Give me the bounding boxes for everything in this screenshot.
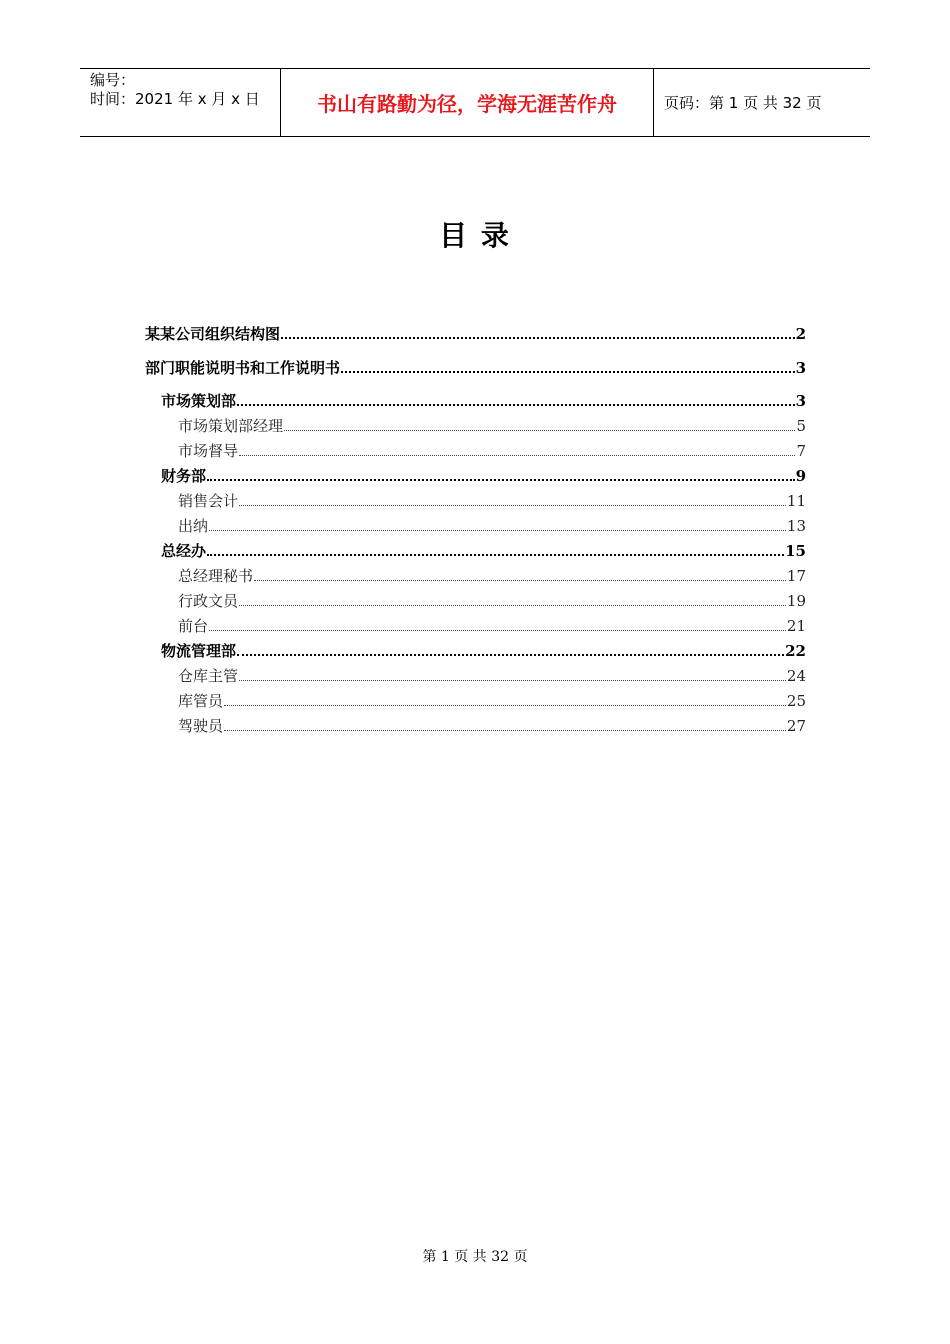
toc-entry-logistics-dept[interactable] [145,635,806,660]
toc-entry-org-chart[interactable] [145,318,806,343]
toc-entry-admin-clerk[interactable] [145,585,806,610]
toc-entry-label: 某某公司组织结构图 [145,325,281,343]
toc-entry-page: 21 [786,617,806,635]
toc-entry-page: 22 [785,642,806,660]
toc-leader-dots [341,371,795,373]
toc-spacer [145,377,806,385]
toc-entry-page: 15 [785,542,806,560]
header-number-label: 编号： [90,71,136,89]
toc-entry-label: 市场督导 [178,442,239,460]
toc-entry-label: 部门职能说明书和工作说明书 [145,359,341,377]
toc-entry-page: 17 [786,567,806,585]
toc-leader-dots [239,505,786,506]
toc-entry-cashier[interactable] [145,510,806,535]
toc-entry-label: 市场策划部经理 [178,417,284,435]
header-date-label: 时间：2021 年 x 月 x 日 [90,90,260,108]
toc-leader-dots [281,337,795,339]
toc-entry-label: 销售会计 [178,492,239,510]
toc-leader-dots [207,554,784,556]
toc-entry-reception[interactable] [145,610,806,635]
header-motto: 书山有路勤为径，学海无涯苦作舟 [281,69,654,136]
toc-entry-sales-accountant[interactable] [145,485,806,510]
toc-entry-page: 3 [795,359,806,377]
header-page-info: 页码：第 1 页 共 32 页 [664,94,822,112]
toc-entry-descriptions[interactable] [145,352,806,377]
toc-entry-label: 仓库主管 [178,667,239,685]
toc-leader-dots [207,479,795,481]
toc-entry-label: 总经办 [161,542,207,560]
toc-leader-dots [224,705,786,706]
toc-leader-dots [209,530,786,531]
toc-entry-label: 财务部 [161,467,207,485]
page-footer: 第 1 页 共 32 页 [422,1249,528,1265]
toc-entry-page: 27 [786,717,806,735]
table-of-contents [145,318,806,735]
toc-entry-general-office[interactable] [145,535,806,560]
toc-entry-page: 9 [795,467,806,485]
header-meta [80,69,281,136]
page-header [80,68,870,137]
toc-entry-marketing-supervisor[interactable] [145,435,806,460]
toc-entry-marketing-manager[interactable] [145,410,806,435]
toc-leader-dots [237,404,795,406]
toc-entry-label: 出纳 [178,517,209,535]
toc-entry-page: 24 [786,667,806,685]
toc-entry-page: 11 [786,492,806,510]
toc-entry-finance-dept[interactable] [145,460,806,485]
toc-entry-label: 市场策划部 [161,392,237,410]
toc-title: 目 录 [439,219,511,252]
toc-leader-dots [209,630,786,631]
toc-entry-label: 物流管理部 [161,642,237,660]
toc-entry-page: 25 [786,692,806,710]
toc-leader-dots [239,455,795,456]
toc-entry-label: 总经理秘书 [178,567,254,585]
toc-entry-driver[interactable] [145,710,806,735]
toc-leader-dots [239,680,786,681]
toc-entry-label: 库管员 [178,692,224,710]
toc-leader-dots [239,605,786,606]
toc-entry-label: 驾驶员 [178,717,224,735]
toc-entry-page: 2 [795,325,806,343]
toc-entry-page: 7 [796,442,806,460]
toc-entry-page: 19 [786,592,806,610]
toc-leader-dots [254,580,786,581]
toc-entry-warehouse-supervisor[interactable] [145,660,806,685]
toc-entry-page: 3 [795,392,806,410]
toc-leader-dots [224,730,786,731]
toc-leader-dots [237,654,784,656]
toc-entry-marketing-dept[interactable] [145,385,806,410]
toc-entry-label: 前台 [178,617,209,635]
toc-entry-warehouse-keeper[interactable] [145,685,806,710]
toc-entry-gm-secretary[interactable] [145,560,806,585]
toc-leader-dots [284,430,795,431]
toc-entry-label: 行政文员 [178,592,239,610]
toc-entry-page: 5 [796,417,806,435]
toc-entry-page: 13 [786,517,806,535]
